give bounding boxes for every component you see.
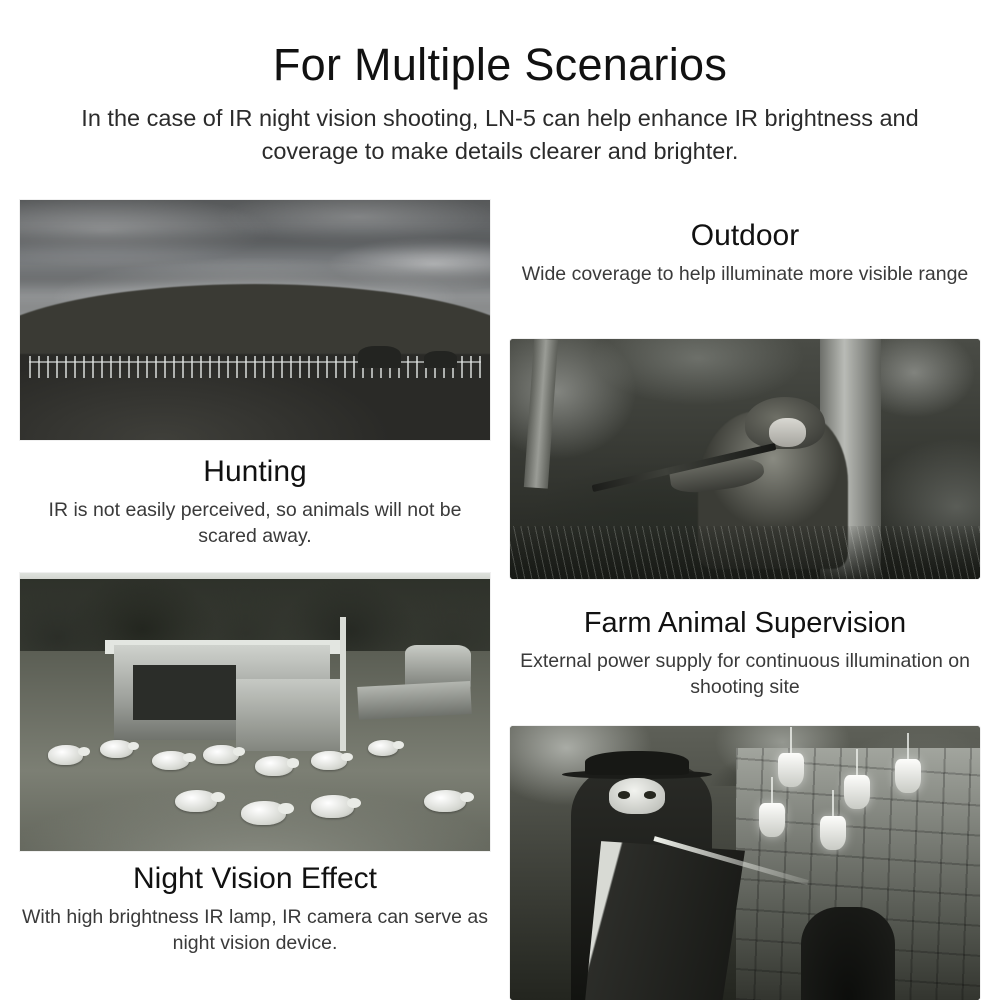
- scenario-title-hunting: Hunting: [203, 455, 307, 488]
- pole: [340, 617, 347, 750]
- scenario-description-night-vision-effect: With high brightness IR lamp, IR camera can serve as night vision device.: [21, 906, 489, 955]
- sheep: [175, 790, 217, 812]
- sheep: [255, 756, 293, 776]
- scenario-image-farm-animal-supervision: [510, 726, 980, 1000]
- sheep: [241, 801, 286, 825]
- eye-socket: [618, 791, 630, 799]
- scenario-image-hunting: [20, 200, 490, 440]
- lantern-icon: [844, 775, 870, 809]
- scenario-grid: [0, 196, 1000, 1000]
- scenario-title-night-vision-effect: Night Vision Effect: [132, 862, 378, 895]
- bush: [424, 351, 457, 368]
- scenario-description-outdoor: Wide coverage to help illuminate more visible range: [521, 263, 969, 285]
- bush: [358, 346, 400, 368]
- sheep: [100, 740, 133, 758]
- cave-opening: [801, 907, 895, 1000]
- scenario-description-farm-animal-supervision: External power supply for continuous illumination on shooting site: [520, 649, 970, 699]
- ground-brush: [510, 526, 980, 579]
- sheep: [203, 745, 238, 764]
- shed-annex: [236, 679, 339, 751]
- lantern-icon: [759, 803, 785, 837]
- scenario-title-outdoor: Outdoor: [690, 219, 800, 252]
- page-subtitle: In the case of IR night vision shooting, LN-5 can help enhance IR brightness and coverage to make details clearer and brighter.: [81, 104, 919, 164]
- cloud-streak: [20, 234, 490, 248]
- fence-posts: [29, 356, 480, 378]
- sheep: [152, 751, 190, 770]
- log-pile: [358, 681, 472, 720]
- scenario-description-hunting: IR is not easily perceived, so animals will not be scared away.: [48, 499, 462, 548]
- caption-night-vision-effect: [20, 861, 490, 957]
- lantern-icon: [778, 753, 804, 787]
- figure-cloak: [585, 841, 745, 1000]
- caption-outdoor: [510, 218, 980, 287]
- scenario-title-farm-animal-supervision: Farm Animal Supervision: [583, 607, 907, 639]
- sheep: [311, 795, 353, 817]
- lantern-icon: [820, 816, 846, 850]
- eye-socket: [644, 791, 656, 799]
- sheep: [424, 790, 466, 812]
- caption-hunting: [20, 454, 490, 550]
- sheep: [311, 751, 346, 770]
- caption-farm-animal-supervision: [510, 606, 980, 700]
- scenario-image-night-vision-effect: [20, 573, 490, 851]
- sheep: [48, 745, 83, 764]
- header: [0, 0, 1000, 168]
- page-title: For Multiple Scenarios: [272, 39, 728, 90]
- scenario-image-outdoor: [510, 339, 980, 579]
- shed-opening: [133, 665, 236, 721]
- hat: [585, 751, 688, 776]
- lantern-icon: [895, 759, 921, 793]
- skull-face: [609, 778, 665, 814]
